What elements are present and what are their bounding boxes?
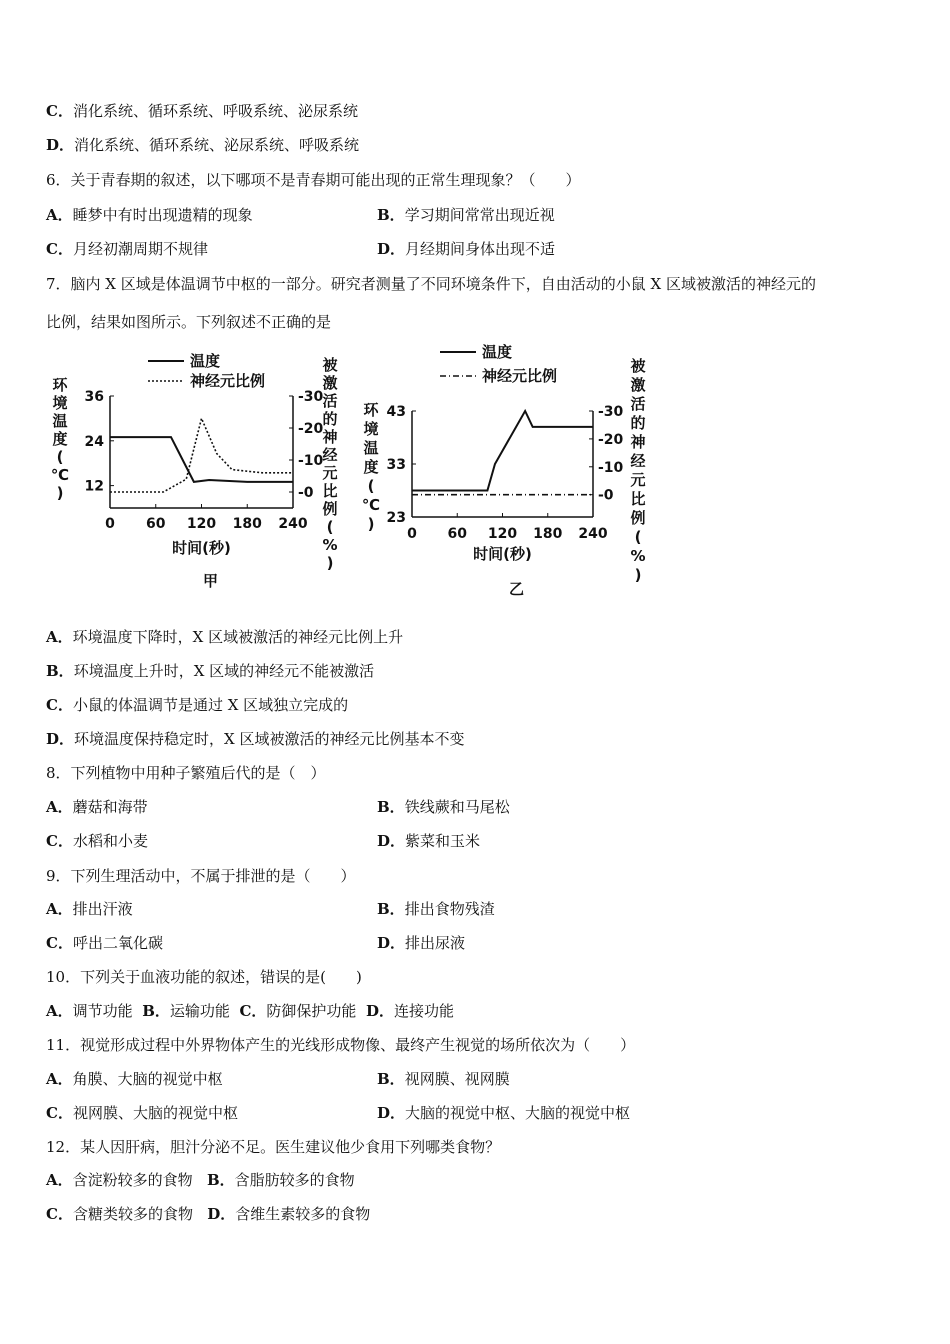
option-row <box>46 1204 370 1224</box>
option-label: B． <box>377 1070 405 1088</box>
left-axis-title-char: ) <box>367 515 375 533</box>
left-tick-label: 12 <box>84 478 104 495</box>
option-text: 视网膜、大脑的视觉中枢 <box>72 1104 238 1122</box>
option-label: A． <box>46 206 73 224</box>
option-line <box>377 239 555 259</box>
option-text: 防御保护功能 <box>266 1002 357 1020</box>
x-tick-label: 120 <box>487 526 518 542</box>
option-text: 连接功能 <box>393 1002 454 1020</box>
legend-label: 神经元比例 <box>190 372 266 390</box>
option-text: 排出汗液 <box>72 900 133 918</box>
option-line <box>377 933 465 953</box>
right-tick-label: -30 <box>598 404 624 420</box>
option-label: A． <box>46 1171 73 1189</box>
option-text: 含维生素较多的食物 <box>235 1205 371 1223</box>
option-label: C． <box>46 1104 73 1122</box>
left-tick-label: 33 <box>386 457 406 473</box>
x-tick-label: 240 <box>278 516 308 532</box>
option-text: 学习期间常常出现近视 <box>404 206 555 224</box>
left-tick-label: 43 <box>386 404 406 420</box>
right-axis-title-char: 经 <box>322 446 338 464</box>
right-axis-title-char: % <box>322 536 338 554</box>
option-label: C． <box>46 240 73 258</box>
option-line <box>46 797 148 817</box>
option-line <box>46 627 403 647</box>
legend-label: 神经元比例 <box>482 367 558 385</box>
option-label: D． <box>46 730 75 748</box>
left-tick-label: 23 <box>386 510 406 526</box>
option-label: C． <box>46 102 73 120</box>
right-tick-label: -0 <box>298 485 314 501</box>
option-text: 铁线蕨和马尾松 <box>404 798 510 816</box>
option-line <box>46 933 163 953</box>
right-tick-label: -10 <box>298 453 324 469</box>
option-line <box>46 101 358 121</box>
option-label: C． <box>46 934 73 952</box>
option-label: B． <box>377 900 405 918</box>
right-axis-title-char: ) <box>326 554 334 572</box>
question-11-stem: 11．视觉形成过程中外界物体产生的光线形成物像、最终产生视觉的场所依次为（ ） <box>46 1036 636 1054</box>
right-tick-label: -20 <box>298 421 324 437</box>
option-label: C． <box>46 696 73 714</box>
question-12-stem: 12．某人因肝病，胆汁分泌不足。医生建议他少食用下列哪类食物？ <box>46 1138 501 1156</box>
question-7-stem-line2: 比例，结果如图所示。下列叙述不正确的是 <box>46 313 332 331</box>
option-line <box>377 899 495 919</box>
left-axis-title-char: 境 <box>52 394 68 412</box>
option-label: D． <box>377 240 406 258</box>
left-axis-title-char: ( <box>367 477 375 495</box>
option-text: 消化系统、循环系统、呼吸系统、泌尿系统 <box>72 102 358 120</box>
x-tick-label: 240 <box>578 526 608 542</box>
option-line <box>46 831 148 851</box>
right-axis-title-char: 的 <box>630 414 646 432</box>
option-label: D． <box>377 1104 406 1122</box>
option-line <box>46 1103 238 1123</box>
option-line <box>46 135 359 155</box>
x-tick-label: 0 <box>407 526 417 542</box>
question-8-stem: 8．下列植物中用种子繁殖后代的是（ ） <box>46 764 326 782</box>
option-text: 大脑的视觉中枢、大脑的视觉中枢 <box>405 1104 631 1122</box>
option-text: 排出尿液 <box>405 934 466 952</box>
option-label: B． <box>46 662 74 680</box>
option-line <box>46 899 133 919</box>
left-axis-title-char: ℃ <box>50 466 70 484</box>
option-row <box>46 1170 355 1190</box>
right-axis-title-char: 比 <box>322 482 338 500</box>
left-axis-title-char: ) <box>56 484 64 502</box>
option-line <box>46 205 253 225</box>
right-axis-title-char: 活 <box>630 395 646 413</box>
legend-label: 温度 <box>482 343 513 361</box>
chart-jia <box>40 348 350 572</box>
option-text: 月经初潮周期不规律 <box>72 240 208 258</box>
right-axis-title-char: 神 <box>630 433 646 451</box>
x-tick-label: 0 <box>105 516 115 532</box>
option-label: A． <box>46 798 73 816</box>
option-text: 睡梦中有时出现遗精的现象 <box>72 206 253 224</box>
left-axis-title-char: 温 <box>52 412 68 430</box>
right-axis-title-char: 比 <box>630 490 646 508</box>
right-axis-title-char: 经 <box>630 452 646 470</box>
question-6-stem: 6．关于青春期的叙述，以下哪项不是青春期可能出现的正常生理现象？（ ） <box>46 171 581 189</box>
option-label: B． <box>206 1171 235 1189</box>
right-axis-title-char: 被 <box>322 356 338 374</box>
option-text: 含糖类较多的食物 <box>72 1205 193 1223</box>
left-axis-title-char: 环 <box>52 376 68 394</box>
option-text: 紫菜和玉米 <box>405 832 481 850</box>
left-axis-title-char: ℃ <box>361 496 381 514</box>
right-tick-label: -0 <box>598 487 614 504</box>
right-axis-title-char: 被 <box>630 357 646 375</box>
left-tick-label: 36 <box>84 389 104 405</box>
x-axis-title: 时间(秒) <box>172 539 231 557</box>
left-axis-title-char: 温 <box>363 439 379 457</box>
option-text: 小鼠的体温调节是通过 X 区域独立完成的 <box>72 696 349 714</box>
option-line <box>377 831 480 851</box>
right-axis-title-char: 元 <box>630 471 646 489</box>
question-7-stem-line1: 7．脑内 X 区域是体温调节中枢的一部分。研究者测量了不同环境条件下，自由活动的小鼠 X 区域被激活的神经元的 <box>46 275 816 293</box>
option-line <box>377 1069 510 1089</box>
right-axis-title-char: 例 <box>322 500 338 518</box>
option-line <box>377 1103 630 1123</box>
left-axis-title-char: 境 <box>363 420 379 438</box>
option-text: 角膜、大脑的视觉中枢 <box>72 1070 223 1088</box>
option-label: B． <box>142 1002 170 1020</box>
option-text: 运输功能 <box>169 1002 230 1020</box>
right-tick-label: -30 <box>298 389 324 405</box>
right-axis-title-char: 神 <box>322 428 338 446</box>
option-row <box>46 1001 454 1021</box>
right-axis-title-char: 激 <box>322 374 338 392</box>
option-label: D． <box>46 136 75 154</box>
x-tick-label: 60 <box>146 516 166 532</box>
option-line <box>46 661 374 681</box>
left-axis-title-char: 度 <box>52 430 68 448</box>
option-text: 含脂肪较多的食物 <box>234 1171 355 1189</box>
option-text: 环境温度下降时，X 区域被激活的神经元比例上升 <box>72 628 404 646</box>
option-text: 消化系统、循环系统、泌尿系统、呼吸系统 <box>74 136 360 154</box>
option-label: D． <box>207 1205 236 1223</box>
option-label: A． <box>46 900 73 918</box>
option-label: C． <box>46 1205 73 1223</box>
option-label: A． <box>46 628 73 646</box>
x-tick-label: 60 <box>447 526 467 542</box>
option-text: 呼出二氧化碳 <box>72 934 163 952</box>
x-axis-title: 时间(秒) <box>473 545 532 563</box>
option-label: D． <box>377 934 406 952</box>
question-10-stem: 10．下列关于血液功能的叙述，错误的是( ) <box>46 968 362 986</box>
option-line <box>46 695 348 715</box>
right-tick-label: -10 <box>598 459 624 476</box>
right-axis-title-char: 的 <box>322 410 338 428</box>
option-line <box>377 797 510 817</box>
right-axis-title-char: ( <box>634 528 642 546</box>
option-label: D． <box>377 832 406 850</box>
legend-label: 温度 <box>190 352 221 370</box>
option-label: C． <box>239 1002 267 1020</box>
x-tick-label: 180 <box>533 526 563 542</box>
option-label: C． <box>46 832 73 850</box>
option-text: 环境温度保持稳定时，X 区域被激活的神经元比例基本不变 <box>74 730 465 748</box>
chart-yi <box>355 343 665 584</box>
option-label: B． <box>377 798 405 816</box>
option-text: 调节功能 <box>72 1002 133 1020</box>
question-9-stem: 9．下列生理活动中，不属于排泄的是（ ） <box>46 867 356 885</box>
option-line <box>46 239 208 259</box>
chart-yi-caption: 乙 <box>509 580 525 598</box>
temperature-series-line <box>110 437 293 482</box>
right-axis-title-char: 活 <box>322 392 338 410</box>
option-text: 环境温度上升时，X 区域的神经元不能被激活 <box>73 662 375 680</box>
option-line <box>377 205 555 225</box>
option-line <box>46 1069 223 1089</box>
right-axis-title-char: ( <box>326 518 334 536</box>
right-axis-title-char: 激 <box>630 376 646 394</box>
right-axis-title-char: 元 <box>322 464 338 482</box>
x-tick-label: 180 <box>232 516 262 532</box>
left-axis-title-char: ( <box>56 448 64 466</box>
right-axis-title-char: 例 <box>630 509 646 527</box>
option-label: A． <box>46 1002 73 1020</box>
left-tick-label: 24 <box>84 433 104 450</box>
option-label: D． <box>365 1002 394 1020</box>
right-axis-title-char: % <box>630 547 646 565</box>
option-text: 月经期间身体出现不适 <box>405 240 556 258</box>
option-label: A． <box>46 1070 73 1088</box>
right-axis-title-char: ) <box>634 566 642 584</box>
option-line <box>46 729 464 749</box>
option-text: 水稻和小麦 <box>72 832 148 850</box>
option-text: 视网膜、视网膜 <box>404 1070 510 1088</box>
left-axis-title-char: 环 <box>363 401 379 419</box>
option-text: 蘑菇和海带 <box>72 798 148 816</box>
right-tick-label: -20 <box>598 431 624 448</box>
left-axis-title-char: 度 <box>363 458 379 476</box>
chart-jia-caption: 甲 <box>203 572 219 590</box>
option-text: 排出食物残渣 <box>404 900 495 918</box>
temperature-series-line <box>412 411 593 491</box>
option-label: B． <box>377 206 405 224</box>
option-text: 含淀粉较多的食物 <box>72 1171 193 1189</box>
x-tick-label: 120 <box>186 516 217 532</box>
